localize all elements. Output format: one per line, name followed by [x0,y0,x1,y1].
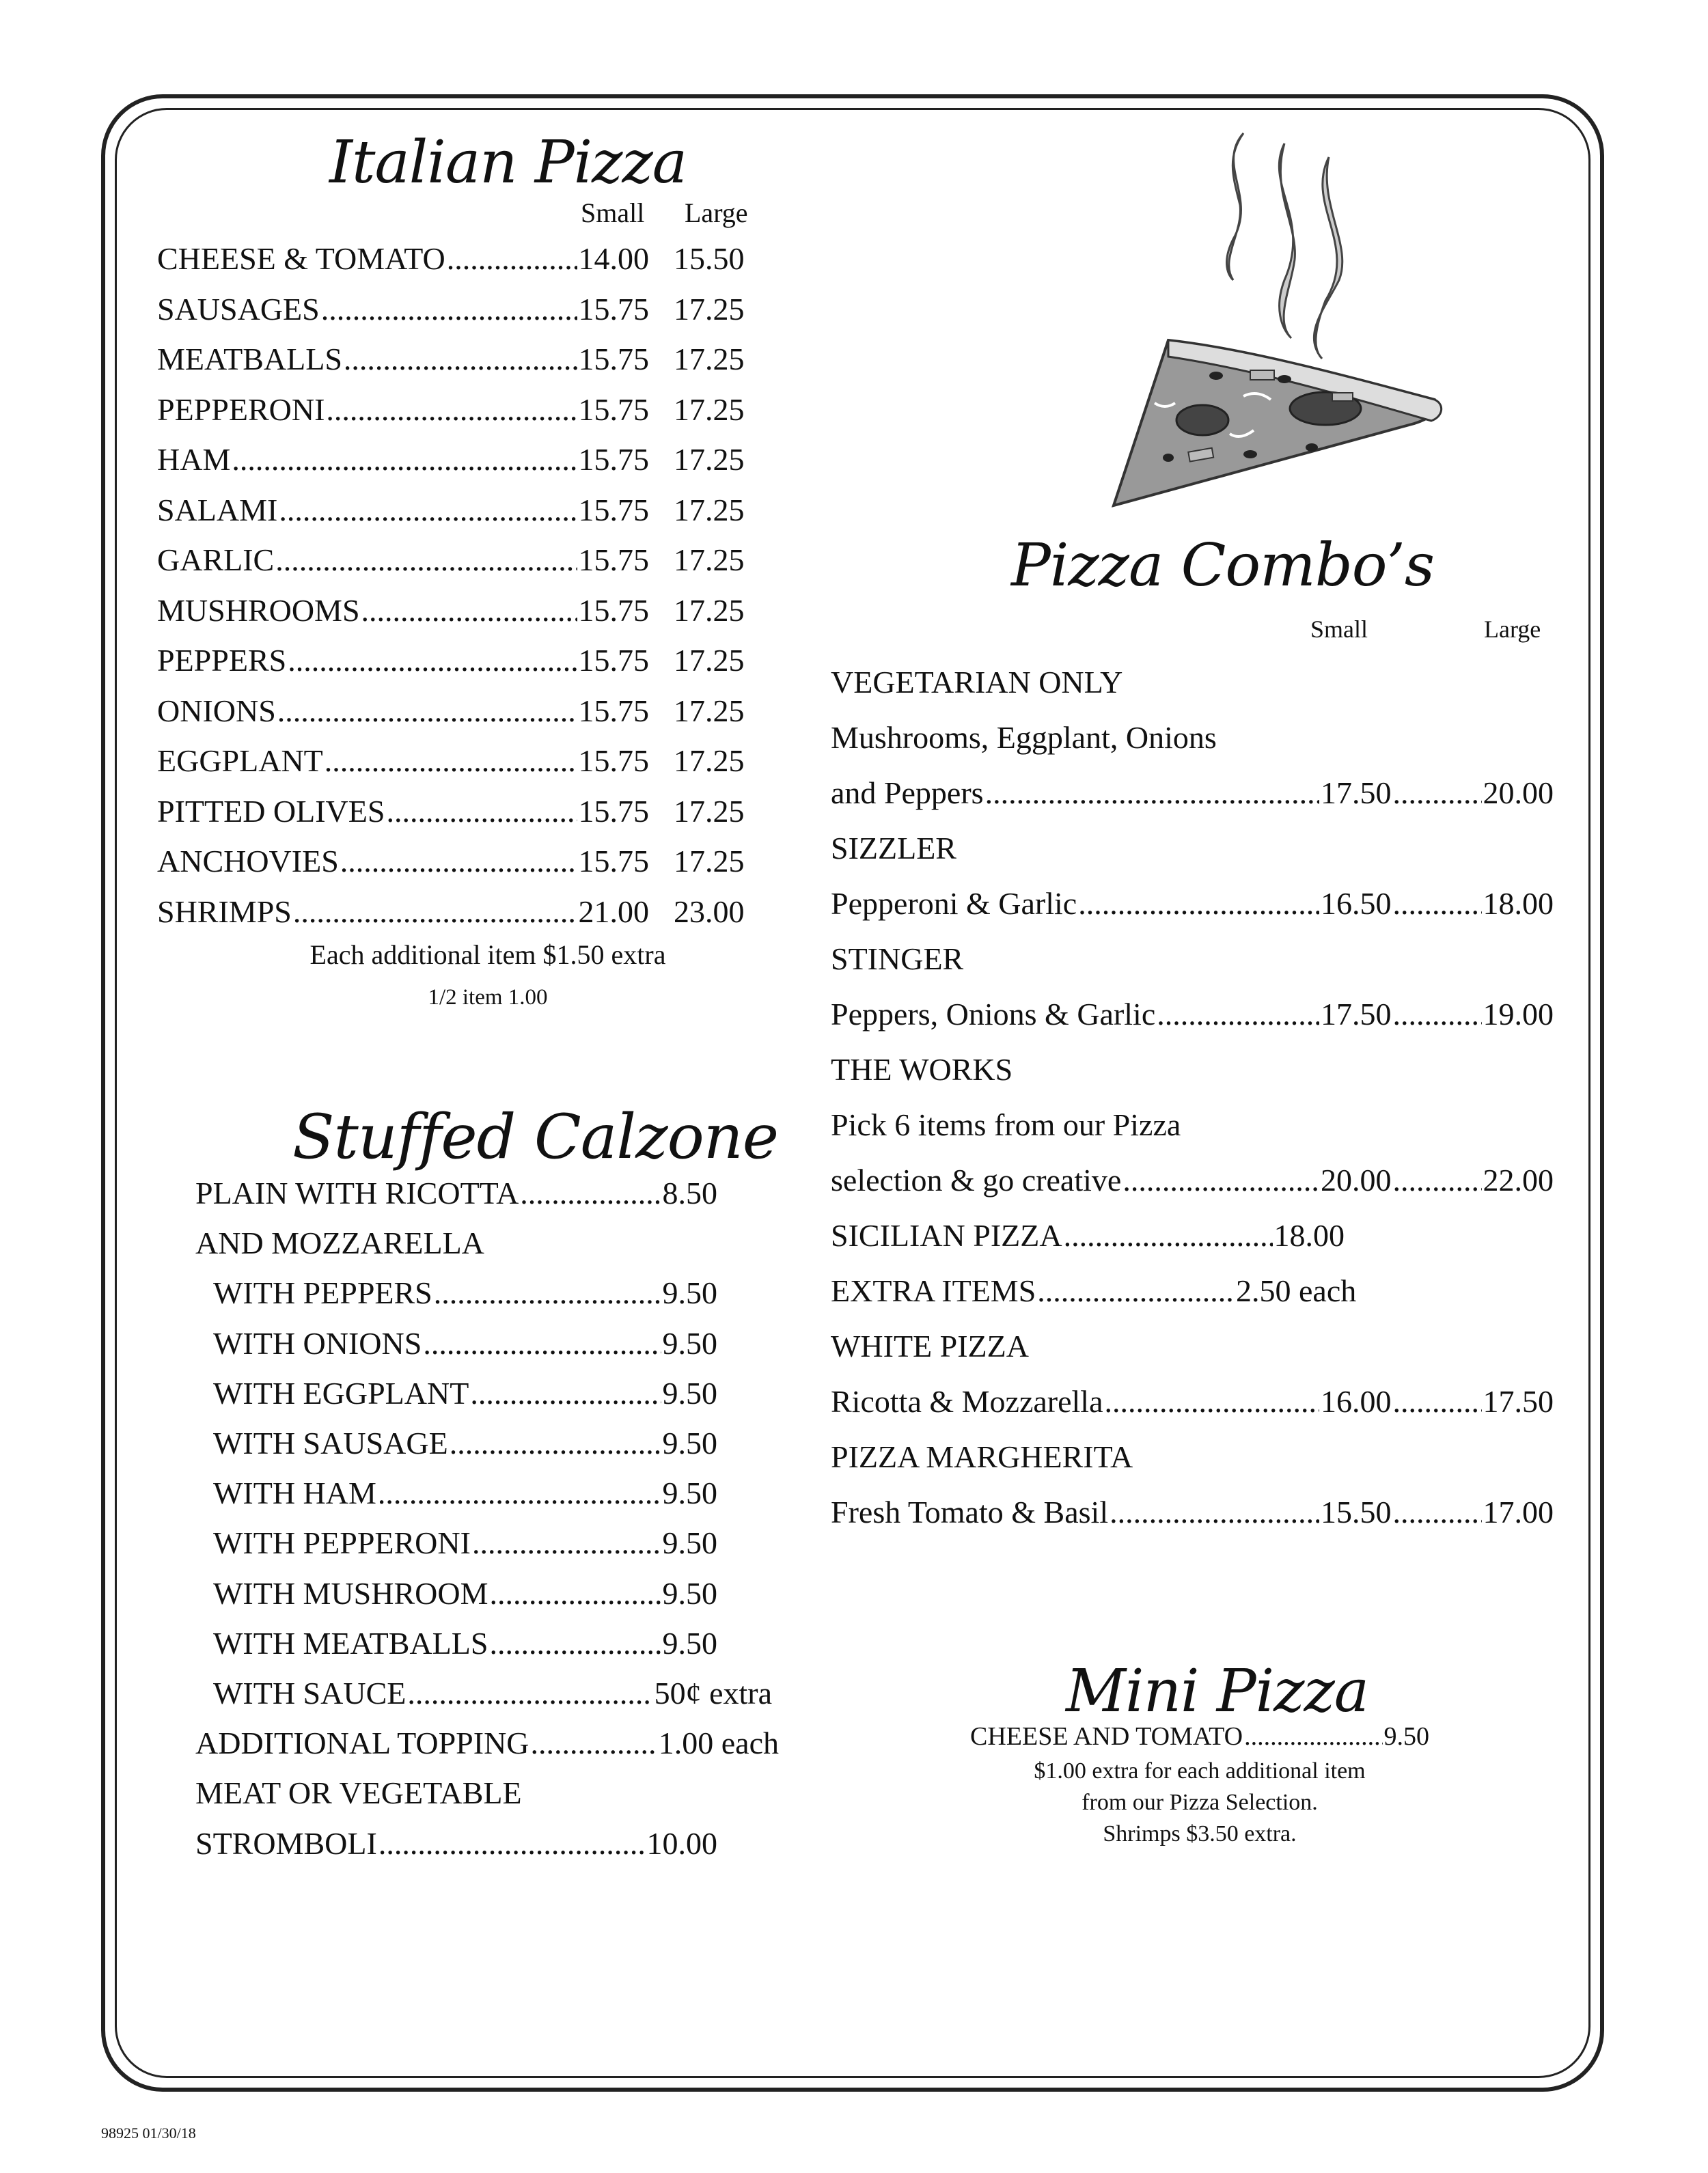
combo-works-price-row: selection & go creative ..... 20.00 ..... 22.00 [831,1162,1554,1202]
item-price: 8.50 [662,1176,717,1210]
item-price-small: 15.75 [578,743,649,778]
calzone-row [213,1675,772,1715]
item-name: STROMBOLI [195,1825,377,1861]
italian-pizza-row [157,341,649,380]
item-name: SAUSAGES [157,291,320,327]
mini-pizza-note-2: from our Pizza Selection. [1082,1790,1318,1815]
item-name: WITH EGGPLANT [213,1375,469,1411]
item-name: MEATBALLS [157,342,342,376]
italian-pizza-row [157,793,649,833]
italian-col-large: Large [685,197,748,228]
combo-sicilian-row: SICILIAN PIZZA ..... 18.00 [831,1217,1554,1257]
item-price-small: 15.75 [578,643,649,678]
italian-pizza-row [157,642,649,682]
calzone-row [195,1775,522,1814]
item-price: 9.50 [662,1375,717,1411]
item-price-small: 15.75 [578,844,649,878]
item-name: WITH MUSHROOM [213,1575,488,1611]
item-price-large: 17.25 [674,592,745,628]
item-name: EGGPLANT [157,743,323,778]
item-price-large: 23.00 [674,894,745,929]
item-name: HAM [157,442,231,477]
item-name: ANCHOVIES [157,844,339,878]
italian-note-half: 1/2 item 1.00 [428,985,548,1010]
item-name: GARLIC [157,542,275,577]
combo-stinger-price-row: Peppers, Onions & Garlic ..... 17.50 ..... 19.00 [831,996,1554,1036]
calzone-row [213,1625,717,1665]
combo-works-desc: Pick 6 items from our Pizza [831,1107,1181,1142]
italian-pizza-row [157,592,649,632]
combos-title: Pizza Combo’s [1011,531,1435,600]
calzone-row [213,1375,717,1415]
item-name: AND MOZZARELLA [195,1226,484,1261]
item-price: 9.50 [662,1426,717,1461]
combo-veg-title: VEGETARIAN ONLY [831,665,1123,700]
combo-sizzler-title: SIZZLER [831,831,956,866]
italian-pizza-row [157,843,649,883]
item-price-large: 17.25 [674,442,745,477]
item-price-large: 17.25 [674,342,745,376]
combo-veg-price-row: and Peppers ..... 17.50 ..... 20.00 [831,775,1554,814]
combo-extra-items-row: EXTRA ITEMS ..... 2.50 each [831,1273,1554,1312]
italian-pizza-row [157,492,649,531]
item-name: PLAIN WITH RICOTTA [195,1176,519,1210]
mini-pizza-note-3: Shrimps $3.50 extra. [1103,1821,1297,1846]
item-price: 9.50 [662,1525,717,1561]
italian-pizza-row [157,391,649,431]
italian-note-additional: Each additional item $1.50 extra [309,939,666,970]
calzone-row [213,1575,717,1615]
item-price-small: 15.75 [578,342,649,376]
item-price-large: 17.25 [674,492,745,527]
item-price-small: 15.75 [578,592,649,628]
italian-pizza-title: Italian Pizza [329,128,687,197]
item-price: 10.00 [646,1825,717,1861]
item-price-small: 15.75 [578,442,649,477]
combo-margherita-title: PIZZA MARGHERITA [831,1439,1133,1474]
steam-icon [1314,157,1342,359]
item-name: WITH PEPPERONI [213,1525,471,1561]
item-name: CHEESE & TOMATO [157,241,445,276]
item-price: 50¢ extra [654,1676,772,1711]
italian-pizza-row [157,743,649,782]
calzone-row [213,1475,717,1514]
item-name: WITH HAM [213,1476,376,1511]
calzone-row [195,1175,717,1215]
item-price-large: 17.25 [674,743,745,778]
steam-icon [1279,143,1295,338]
item-name: PITTED OLIVES [157,793,385,829]
calzone-row [213,1525,717,1564]
item-price-small: 15.75 [578,693,649,728]
item-price: 9.50 [662,1625,717,1661]
item-price-large: 17.25 [674,391,745,427]
item-price-small: 15.75 [578,291,649,327]
item-price: 9.50 [662,1325,717,1361]
combos-col-large: Large [1484,615,1541,643]
item-price-large: 17.25 [674,844,745,878]
item-price-large: 17.25 [674,643,745,678]
item-price-small: 15.75 [578,793,649,829]
combo-white-price-row: Ricotta & Mozzarella ..... 16.00 ..... 17.50 [831,1383,1554,1423]
item-price-large: 17.25 [674,793,745,829]
combo-stinger-title: STINGER [831,941,964,976]
item-name: WITH MEATBALLS [213,1625,488,1661]
item-name: MUSHROOMS [157,592,360,628]
item-name: MEAT OR VEGETABLE [195,1775,522,1811]
calzone-row [213,1275,717,1314]
mini-pizza-note-1: $1.00 extra for each additional item [1034,1758,1366,1784]
combo-veg-desc: Mushrooms, Eggplant, Onions [831,720,1217,755]
calzone-row [213,1325,717,1365]
italian-pizza-row [157,693,649,732]
item-price-large: 17.25 [674,693,745,728]
footer-code: 98925 01/30/18 [101,2124,196,2142]
italian-pizza-row [157,291,649,331]
item-price: 9.50 [662,1275,717,1311]
item-price-small: 21.00 [578,894,649,929]
item-name: WITH ONIONS [213,1325,422,1361]
combo-white-title: WHITE PIZZA [831,1329,1029,1364]
calzone-title: Stuffed Calzone [292,1101,779,1173]
item-name: PEPPERONI [157,391,325,427]
combo-margherita-price-row: Fresh Tomato & Basil ..... 15.50 ..... 17.00 [831,1494,1554,1534]
item-name: WITH SAUSAGE [213,1426,448,1461]
item-price-small: 15.75 [578,492,649,527]
calzone-row [195,1825,717,1865]
item-name: SHRIMPS [157,894,292,929]
item-price-large: 15.50 [674,241,745,276]
calzone-row [213,1425,717,1465]
item-name: ADDITIONAL TOPPING [195,1726,529,1761]
item-price-small: 15.75 [578,542,649,577]
mini-pizza-price-row: CHEESE AND TOMATO ..... 9.50 [970,1721,1429,1754]
combo-sizzler-price-row: Pepperoni & Garlic ..... 16.50 ..... 18.00 [831,885,1554,925]
item-price-large: 17.25 [674,291,745,327]
item-name: ONIONS [157,693,276,728]
italian-pizza-row [157,240,649,280]
item-price-large: 17.25 [674,542,745,577]
item-price-small: 14.00 [578,241,649,276]
calzone-row [195,1225,484,1264]
mini-pizza-title: Mini Pizza [1066,1657,1369,1726]
pizza-slice-icon [1086,123,1455,519]
italian-pizza-row [157,894,649,933]
item-price-small: 15.75 [578,391,649,427]
italian-pizza-row [157,441,649,481]
item-name: WITH SAUCE [213,1676,407,1711]
steam-icon [1227,133,1243,280]
item-price: 9.50 [662,1476,717,1511]
item-price: 9.50 [662,1575,717,1611]
item-name: SALAMI [157,492,278,527]
calzone-row [195,1725,779,1764]
item-name: PEPPERS [157,643,287,678]
item-price: 1.00 each [658,1726,779,1761]
italian-pizza-row [157,542,649,581]
combos-col-small: Small [1310,615,1368,643]
italian-col-small: Small [581,197,645,228]
combo-works-title: THE WORKS [831,1052,1013,1087]
item-name: WITH PEPPERS [213,1275,432,1311]
